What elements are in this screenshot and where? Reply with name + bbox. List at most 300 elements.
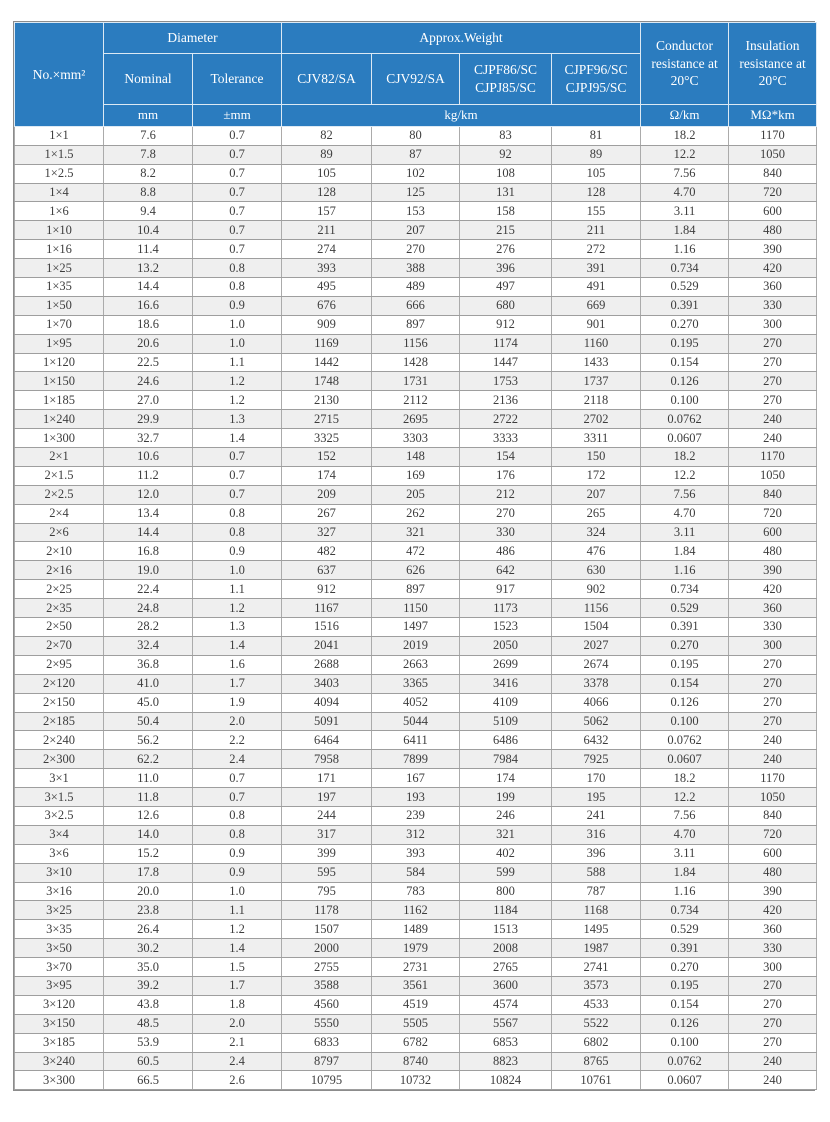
cell: 7984 [460,750,552,769]
cell: 1.16 [641,882,729,901]
cell: 1753 [460,372,552,391]
unit-mm: mm [104,105,193,127]
cell: 1×25 [15,259,104,278]
cell: 153 [372,202,460,221]
cell: 0.7 [193,466,282,485]
cell: 6802 [552,1033,641,1052]
cell: 4094 [282,693,372,712]
cell: 1×4 [15,183,104,202]
cell: 360 [729,599,817,618]
table-row [15,334,817,353]
cell: 3561 [372,976,460,995]
cell: 390 [729,882,817,901]
table-row [15,693,817,712]
cell: 1168 [552,901,641,920]
cell: 2731 [372,958,460,977]
cell: 642 [460,561,552,580]
cell: 1156 [552,599,641,618]
table-row [15,580,817,599]
cell: 39.2 [104,976,193,995]
table-row [15,278,817,297]
cell: 1050 [729,788,817,807]
header-cjpf86: CJPF86/SC CJPJ85/SC [460,54,552,105]
cell: 62.2 [104,750,193,769]
cell: 5505 [372,1014,460,1033]
cell: 1×10 [15,221,104,240]
cell: 0.8 [193,825,282,844]
cell: 3×70 [15,958,104,977]
table-row [15,183,817,202]
cell: 0.195 [641,334,729,353]
cell: 199 [460,788,552,807]
cell: 0.9 [193,296,282,315]
cell: 27.0 [104,391,193,410]
cell: 787 [552,882,641,901]
cell: 1×150 [15,372,104,391]
cell: 1167 [282,599,372,618]
cell: 18.2 [641,126,729,145]
cell: 3573 [552,976,641,995]
cell: 1.7 [193,674,282,693]
cell: 2765 [460,958,552,977]
cell: 2695 [372,410,460,429]
cell: 2×1.5 [15,466,104,485]
cell: 720 [729,825,817,844]
cell: 0.8 [193,504,282,523]
cell: 2.0 [193,712,282,731]
cell: 22.4 [104,580,193,599]
cell: 0.734 [641,259,729,278]
cell: 901 [552,315,641,334]
cell: 7.6 [104,126,193,145]
cell: 0.126 [641,693,729,712]
cell: 1516 [282,618,372,637]
cell: 14.4 [104,278,193,297]
cell: 125 [372,183,460,202]
table-row [15,882,817,901]
cell: 2722 [460,410,552,429]
cell: 10795 [282,1071,372,1090]
cell: 2×240 [15,731,104,750]
cell: 3325 [282,429,372,448]
table-row [15,1052,817,1071]
cell: 13.2 [104,259,193,278]
cell: 87 [372,145,460,164]
cell: 6432 [552,731,641,750]
cell: 270 [729,1033,817,1052]
cell: 1.6 [193,655,282,674]
cell: 5062 [552,712,641,731]
cell: 4.70 [641,183,729,202]
cell: 32.4 [104,636,193,655]
cell: 270 [729,655,817,674]
cell: 195 [552,788,641,807]
cell: 3×35 [15,920,104,939]
cell: 1.2 [193,372,282,391]
cell: 0.529 [641,599,729,618]
cell: 1×16 [15,240,104,259]
cell: 1×300 [15,429,104,448]
cell: 50.4 [104,712,193,731]
cell: 1.84 [641,221,729,240]
cell: 599 [460,863,552,882]
cell: 4533 [552,995,641,1014]
cell: 3.11 [641,844,729,863]
cell: 495 [282,278,372,297]
cell: 2×300 [15,750,104,769]
cell: 13.4 [104,504,193,523]
cell: 0.8 [193,806,282,825]
cell: 1.84 [641,542,729,561]
cell: 240 [729,750,817,769]
cell: 1050 [729,145,817,164]
cell: 171 [282,769,372,788]
cell: 396 [552,844,641,863]
cell: 1513 [460,920,552,939]
cell: 1447 [460,353,552,372]
cell: 720 [729,183,817,202]
cell: 5550 [282,1014,372,1033]
cell: 20.0 [104,882,193,901]
cell: 1×50 [15,296,104,315]
cell: 66.5 [104,1071,193,1090]
cell: 2×1 [15,448,104,467]
cell: 267 [282,504,372,523]
cell: 0.7 [193,126,282,145]
cell: 14.4 [104,523,193,542]
cell: 1.0 [193,315,282,334]
cell: 489 [372,278,460,297]
table-row [15,769,817,788]
header-no-mm2: No.×mm² [15,23,104,127]
cell: 23.8 [104,901,193,920]
cell: 317 [282,825,372,844]
cell: 6464 [282,731,372,750]
cell: 4519 [372,995,460,1014]
table-row [15,806,817,825]
cell: 2050 [460,636,552,655]
cell: 1170 [729,769,817,788]
cell: 8765 [552,1052,641,1071]
cell: 3333 [460,429,552,448]
header-insulation-resistance: Insulation resistance at 20°C [729,23,817,105]
cell: 3×300 [15,1071,104,1090]
cell: 917 [460,580,552,599]
cell: 1495 [552,920,641,939]
cell: 41.0 [104,674,193,693]
cell: 300 [729,315,817,334]
cell: 1174 [460,334,552,353]
cell: 29.9 [104,410,193,429]
cell: 83 [460,126,552,145]
cell: 7925 [552,750,641,769]
cell: 902 [552,580,641,599]
cell: 3×16 [15,882,104,901]
cell: 1428 [372,353,460,372]
cell: 1979 [372,939,460,958]
cell: 36.8 [104,655,193,674]
cell: 840 [729,806,817,825]
cell: 128 [552,183,641,202]
cell: 2118 [552,391,641,410]
cell: 2715 [282,410,372,429]
cell: 48.5 [104,1014,193,1033]
cell: 172 [552,466,641,485]
cell: 2702 [552,410,641,429]
cell: 1×240 [15,410,104,429]
header-row-groups [15,23,817,54]
header-tolerance: Tolerance [193,54,282,105]
table-row [15,164,817,183]
cell: 6833 [282,1033,372,1052]
cell: 0.0607 [641,1071,729,1090]
header-cjv82: CJV82/SA [282,54,372,105]
cell: 3×1 [15,769,104,788]
cell: 0.270 [641,636,729,655]
cell: 274 [282,240,372,259]
cell: 207 [552,485,641,504]
cell: 669 [552,296,641,315]
cell: 0.7 [193,202,282,221]
cable-spec-table [14,22,817,1090]
cell: 2×35 [15,599,104,618]
cell: 388 [372,259,460,278]
cell: 2041 [282,636,372,655]
cell: 8740 [372,1052,460,1071]
cell: 600 [729,844,817,863]
cell: 10761 [552,1071,641,1090]
cell: 240 [729,1071,817,1090]
cell: 497 [460,278,552,297]
cell: 15.2 [104,844,193,863]
cell: 1.2 [193,391,282,410]
cell: 626 [372,561,460,580]
table-row [15,599,817,618]
cell: 2.4 [193,750,282,769]
cell: 600 [729,523,817,542]
cell: 11.4 [104,240,193,259]
cell: 148 [372,448,460,467]
cell: 0.0762 [641,1052,729,1071]
cell: 7.8 [104,145,193,164]
cell: 157 [282,202,372,221]
cell: 0.7 [193,240,282,259]
cell: 22.5 [104,353,193,372]
cell: 360 [729,920,817,939]
cell: 6782 [372,1033,460,1052]
cell: 4560 [282,995,372,1014]
cell: 1.7 [193,976,282,995]
cell: 174 [282,466,372,485]
cell: 3×95 [15,976,104,995]
cell: 420 [729,901,817,920]
cell: 2699 [460,655,552,674]
cell: 270 [729,976,817,995]
cell: 1.3 [193,618,282,637]
table-row [15,391,817,410]
cell: 154 [460,448,552,467]
cell: 169 [372,466,460,485]
cell: 270 [729,674,817,693]
cell: 1050 [729,466,817,485]
cell: 0.126 [641,1014,729,1033]
cell: 840 [729,485,817,504]
cell: 1×2.5 [15,164,104,183]
table-row [15,353,817,372]
cell: 4.70 [641,504,729,523]
cell: 6411 [372,731,460,750]
cell: 4066 [552,693,641,712]
cell: 0.391 [641,618,729,637]
cell: 2.0 [193,1014,282,1033]
table-row [15,410,817,429]
cell: 167 [372,769,460,788]
cell: 11.0 [104,769,193,788]
cell: 1489 [372,920,460,939]
cell: 211 [552,221,641,240]
cell: 0.7 [193,448,282,467]
cell: 393 [372,844,460,863]
cell: 18.2 [641,448,729,467]
table-row [15,976,817,995]
cell: 330 [729,618,817,637]
cell: 1.1 [193,580,282,599]
cell: 193 [372,788,460,807]
header-nominal: Nominal [104,54,193,105]
unit-kg-km: kg/km [282,105,641,127]
cell: 270 [729,334,817,353]
cell: 1737 [552,372,641,391]
cell: 3378 [552,674,641,693]
cell: 81 [552,126,641,145]
spec-table-wrap [13,21,815,1091]
cell: 80 [372,126,460,145]
cell: 0.270 [641,315,729,334]
cell: 1.16 [641,240,729,259]
cell: 2.2 [193,731,282,750]
cell: 3×10 [15,863,104,882]
cell: 4574 [460,995,552,1014]
cell: 82 [282,126,372,145]
cell: 2663 [372,655,460,674]
cell: 155 [552,202,641,221]
cell: 2008 [460,939,552,958]
cell: 0.154 [641,674,729,693]
cell: 60.5 [104,1052,193,1071]
cell: 0.734 [641,901,729,920]
cell: 45.0 [104,693,193,712]
table-row [15,221,817,240]
cell: 19.0 [104,561,193,580]
cell: 588 [552,863,641,882]
cell: 1731 [372,372,460,391]
cell: 3600 [460,976,552,995]
table-row [15,712,817,731]
header-conductor-resistance: Conductor resistance at 20°C [641,23,729,105]
cell: 795 [282,882,372,901]
cell: 0.0762 [641,410,729,429]
cell: 246 [460,806,552,825]
table-row [15,448,817,467]
table-row [15,429,817,448]
cell: 1.3 [193,410,282,429]
cell: 399 [282,844,372,863]
cell: 2×10 [15,542,104,561]
cell: 270 [460,504,552,523]
table-row [15,259,817,278]
cell: 637 [282,561,372,580]
cell: 265 [552,504,641,523]
cell: 3588 [282,976,372,995]
cell: 2.1 [193,1033,282,1052]
cell: 676 [282,296,372,315]
cell: 197 [282,788,372,807]
unit-mohm-km: MΩ*km [729,105,817,127]
cell: 0.9 [193,863,282,882]
cell: 0.8 [193,278,282,297]
cell: 720 [729,504,817,523]
cell: 270 [729,391,817,410]
cell: 472 [372,542,460,561]
cell: 1×35 [15,278,104,297]
cell: 1156 [372,334,460,353]
cell: 2×16 [15,561,104,580]
cell: 1.4 [193,939,282,958]
table-row [15,240,817,259]
header-cjpf96: CJPF96/SC CJPJ95/SC [552,54,641,105]
cell: 1.0 [193,561,282,580]
cell: 8823 [460,1052,552,1071]
cell: 9.4 [104,202,193,221]
cell: 330 [729,296,817,315]
cell: 0.7 [193,183,282,202]
cell: 2755 [282,958,372,977]
cell: 897 [372,580,460,599]
cell: 0.734 [641,580,729,599]
cell: 3×1.5 [15,788,104,807]
cell: 270 [729,1014,817,1033]
cell: 5044 [372,712,460,731]
cell: 0.7 [193,221,282,240]
cell: 491 [552,278,641,297]
cell: 3403 [282,674,372,693]
header-cjv92: CJV92/SA [372,54,460,105]
cell: 0.8 [193,259,282,278]
cell: 1504 [552,618,641,637]
cell: 0.154 [641,353,729,372]
cell: 5567 [460,1014,552,1033]
cell: 11.2 [104,466,193,485]
cell: 0.126 [641,372,729,391]
cell: 1523 [460,618,552,637]
cell: 240 [729,410,817,429]
cell: 1.84 [641,863,729,882]
table-row [15,504,817,523]
cell: 0.7 [193,145,282,164]
cell: 0.7 [193,769,282,788]
cell: 212 [460,485,552,504]
cell: 3×2.5 [15,806,104,825]
cell: 176 [460,466,552,485]
cell: 2130 [282,391,372,410]
cell: 12.6 [104,806,193,825]
cell: 1.4 [193,636,282,655]
cell: 1433 [552,353,641,372]
table-row [15,863,817,882]
cell: 1987 [552,939,641,958]
header-row-units [15,105,817,127]
cell: 2019 [372,636,460,655]
